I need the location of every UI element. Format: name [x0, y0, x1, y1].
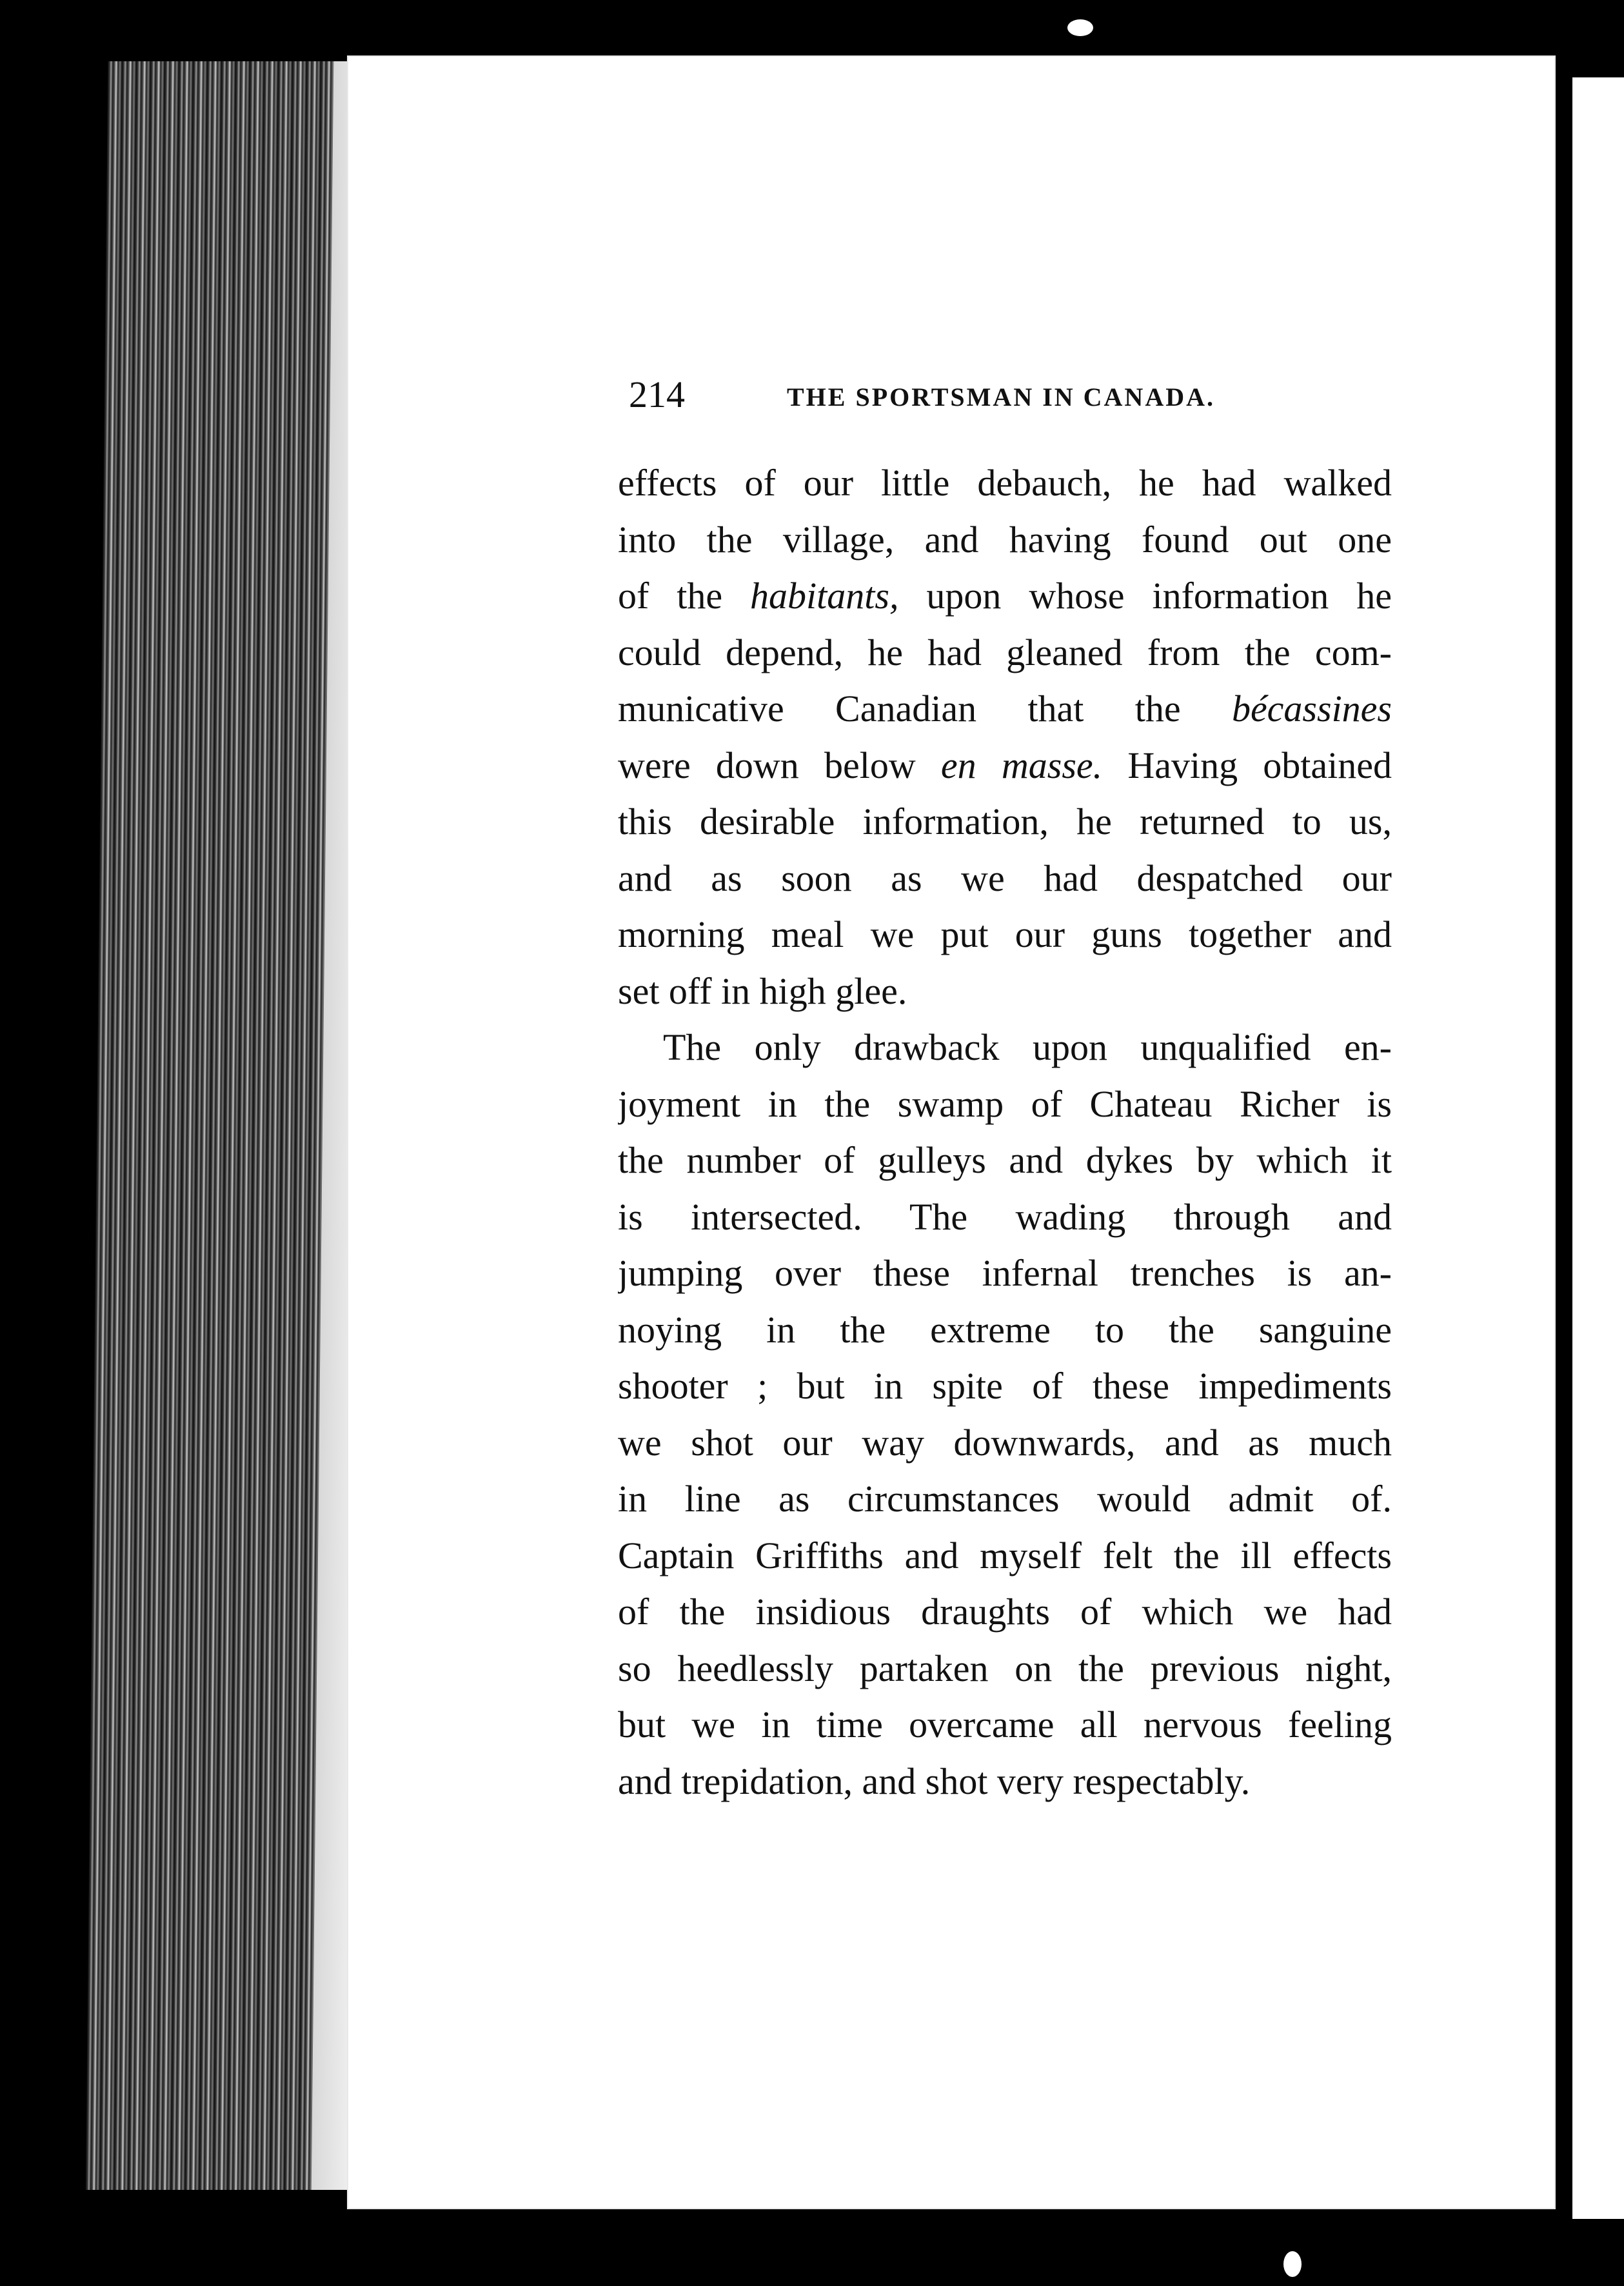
italic-phrase: en masse. [940, 744, 1103, 786]
text-segment: shooter ; but in spite of these impediments [618, 1365, 1392, 1407]
text-segment: so heedlessly partaken on the previous night, [618, 1647, 1392, 1689]
text-segment: of the [618, 575, 751, 617]
text-segment: could depend, he had gleaned from the com- [618, 631, 1392, 673]
text-segment: of the insidious draughts of which we had [618, 1591, 1392, 1633]
text-line [618, 1471, 1392, 1527]
text-line [618, 963, 1392, 1020]
scan-speck [1283, 2251, 1302, 2277]
text-line [618, 1189, 1392, 1246]
text-segment: the number of gulleys and dykes by which it [618, 1139, 1392, 1181]
text-line [618, 1245, 1392, 1302]
text-segment: Captain Griffiths and myself felt the ill effects [618, 1534, 1392, 1576]
text-line [618, 1019, 1392, 1076]
text-line [618, 1358, 1392, 1415]
text-line [618, 737, 1392, 794]
italic-phrase: habitants, [750, 575, 899, 617]
italic-phrase: bécassines [1231, 688, 1392, 730]
text-segment: The only drawback upon unqualified en- [663, 1026, 1392, 1068]
text-segment: effects of our little debauch, he had walked [618, 462, 1392, 504]
text-segment: Having obtained [1102, 744, 1392, 786]
text-line [618, 1076, 1392, 1133]
text-segment: joyment in the swamp of Chateau Richer is [618, 1082, 1392, 1125]
text-segment: but we in time overcame all nervous feeling [618, 1704, 1392, 1745]
text-line [618, 1415, 1392, 1471]
text-line [618, 512, 1392, 568]
text-segment: upon whose information he [898, 575, 1392, 617]
text-segment: jumping over these infernal trenches is an- [618, 1252, 1392, 1294]
text-segment: and as soon as we had despatched our [618, 857, 1392, 899]
next-page-edge [1561, 77, 1624, 2219]
text-line [618, 455, 1392, 512]
text-line [618, 624, 1392, 681]
body-text [618, 455, 1392, 1809]
running-head-title: THE SPORTSMAN IN CANADA. [787, 383, 1215, 412]
text-segment: into the village, and having found out one [618, 518, 1392, 561]
text-segment: set off in high glee. [618, 969, 907, 1012]
text-segment: noying in the extreme to the sanguine [618, 1308, 1392, 1351]
text-line [618, 1527, 1392, 1584]
text-line [618, 681, 1392, 737]
text-segment: this desirable information, he returned to us, [618, 800, 1392, 842]
text-line [618, 793, 1392, 850]
text-line [618, 906, 1392, 963]
text-line [618, 850, 1392, 907]
text-segment: is intersected. The wading through and [618, 1195, 1392, 1238]
running-head [629, 373, 1280, 424]
text-segment: morning meal we put our guns together and [618, 913, 1392, 955]
text-line [618, 1132, 1392, 1189]
text-line [618, 1584, 1392, 1640]
scan-speck [1067, 19, 1093, 36]
book-page-edges [86, 61, 379, 2190]
text-line [618, 1696, 1392, 1753]
text-segment: in line as circumstances would admit of. [618, 1478, 1392, 1520]
text-line [618, 1302, 1392, 1358]
page-number: 214 [629, 373, 685, 415]
text-line [618, 568, 1392, 624]
text-line [618, 1640, 1392, 1697]
text-segment: we shot our way downwards, and as much [618, 1421, 1392, 1464]
text-segment: were down below [618, 744, 941, 786]
text-line [618, 1753, 1392, 1810]
text-segment: and trepidation, and shot very respectably. [618, 1760, 1251, 1802]
text-segment: municative Canadian that the [618, 688, 1232, 730]
